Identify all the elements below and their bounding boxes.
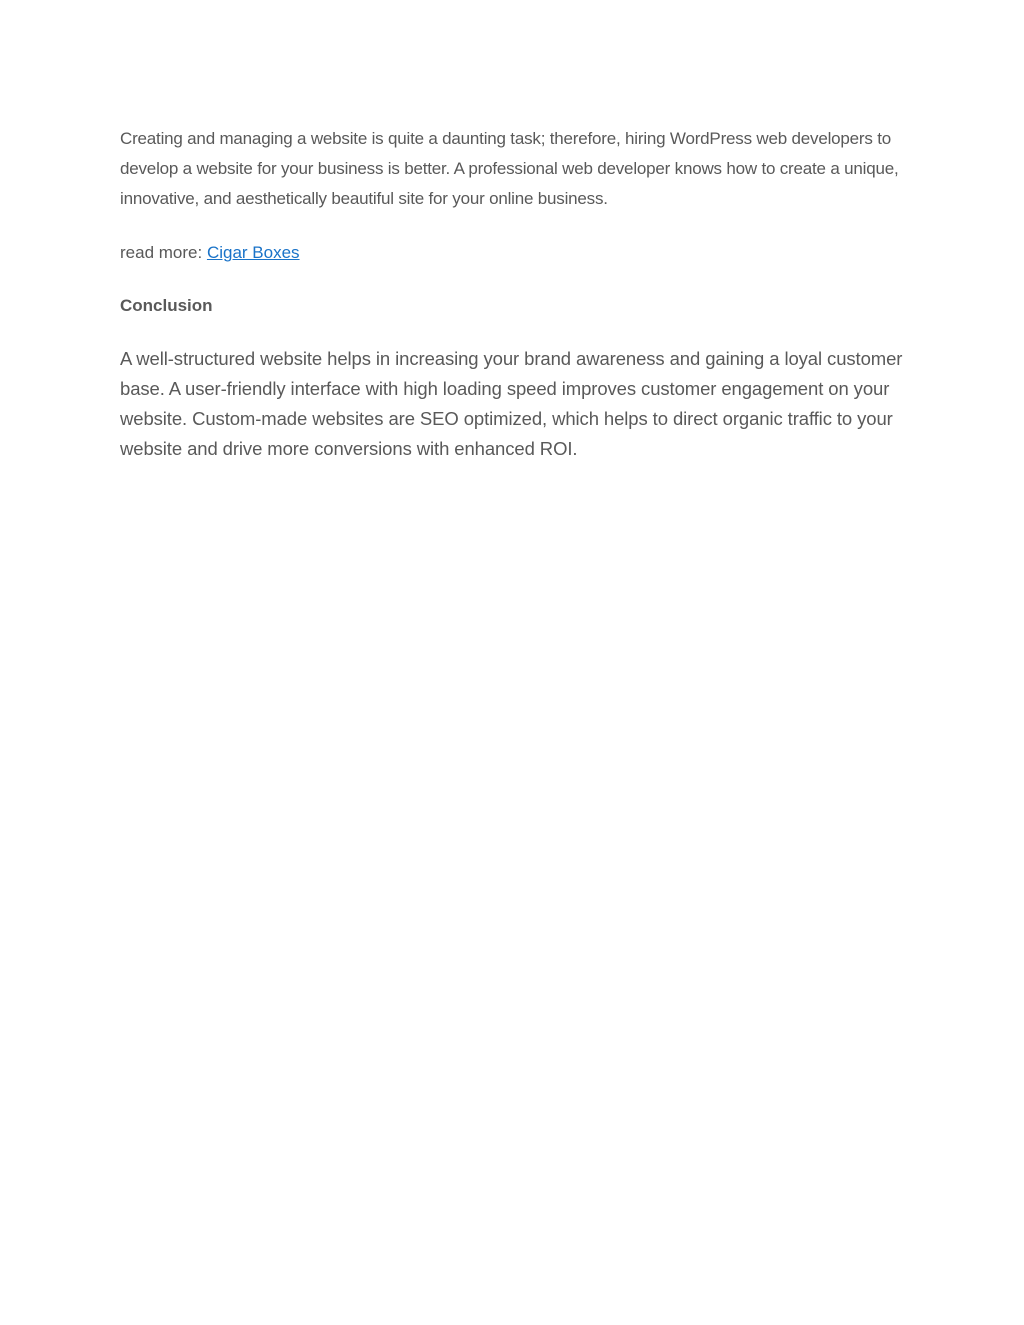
intro-paragraph: Creating and managing a website is quite a daunting task; therefore, hiring WordPress web developers to develop a website for your business is better. A professional web developer knows how to create a unique, innovative, and aesthetically beautiful site for your online business. [120, 129, 899, 208]
cigar-boxes-link[interactable]: Cigar Boxes [206, 243, 300, 262]
conclusion-heading: Conclusion [120, 296, 213, 315]
read-more-label: read more: [120, 243, 207, 262]
document-page [120, 124, 910, 464]
read-more-line [120, 238, 910, 268]
conclusion-paragraph: A well-structured website helps in increasing your brand awareness and gaining a loyal customer base. A user-friendly interface with high loading speed improves customer engagement on your website. Custom-made websites are SEO optimized, which helps to direct organic traffic to your website and drive more conversions with enhanced ROI. [120, 348, 903, 459]
